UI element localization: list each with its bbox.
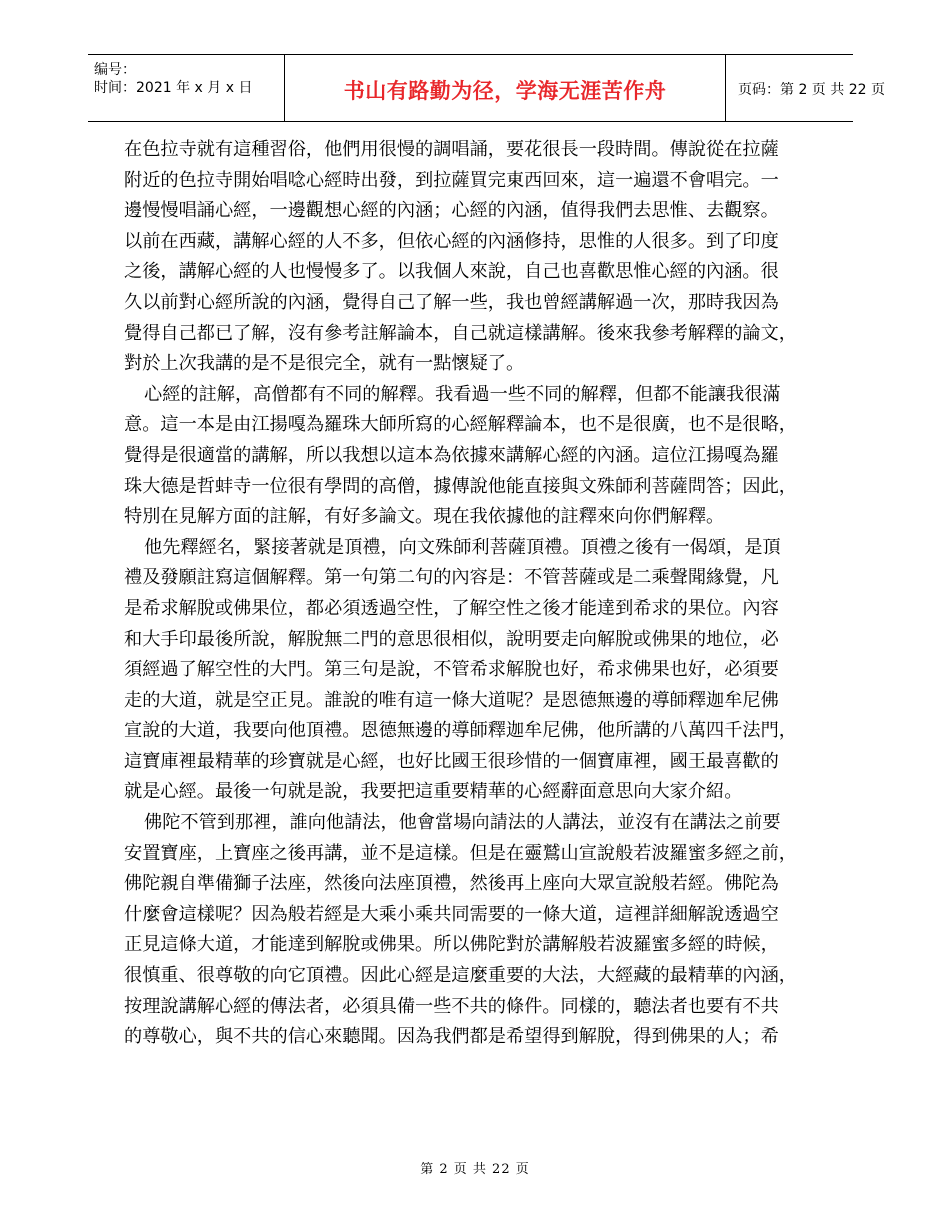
body-line: 這寶庫裡最精華的珍寶就是心經，也好比國王很珍惜的一個寶庫裡，國王最喜歡的 [124, 750, 779, 772]
body-line: 什麼會這樣呢？因為般若經是大乘小乘共同需要的一條大道，這裡詳細解說透過空 [124, 903, 779, 925]
body-line: 安置寶座，上寶座之後再講，並不是這樣。但是在靈鷲山宣說般若波羅蜜多經之前， [124, 842, 797, 864]
paragraph-first-line: 心經的註解，高僧都有不同的解釋。我看過一些不同的解釋，但都不能讓我很滿 [144, 383, 781, 405]
header-motto-cell [284, 55, 726, 121]
header-right-cell [726, 55, 885, 121]
body-line: 邊慢慢唱誦心經，一邊觀想心經的內涵；心經的內涵，值得我們去思惟、去觀察。 [124, 200, 779, 222]
doc-time-label: 时间：2021 年 x 月 x 日 [94, 80, 253, 96]
doc-number-label: 编号： [94, 62, 136, 78]
body-line: 正見這條大道，才能達到解脫或佛果。所以佛陀對於講解般若波羅蜜多經的時候， [124, 934, 779, 956]
page-footer: 第 2 页 共 22 页 [420, 1162, 530, 1177]
body-line: 意。這一本是由江揚嘎為羅珠大師所寫的心經解釋論本，也不是很廣，也不是很略， [124, 414, 797, 436]
body-line: 覺得自己都已了解，沒有參考註解論本，自己就這樣講解。後來我參考解釋的論文， [124, 322, 797, 344]
body-line: 附近的色拉寺開始唱唸心經時出發，到拉薩買完東西回來，這一遍還不會唱完。一 [124, 169, 779, 191]
header-page-info: 页码：第 2 页 共 22 页 [738, 82, 885, 98]
body-line: 之後，講解心經的人也慢慢多了。以我個人來說，自己也喜歡思惟心經的內涵。很 [124, 261, 779, 283]
document-body [124, 135, 831, 1053]
paragraph-first-line: 佛陀不管到那裡，誰向他請法，他會當場向請法的人講法，並沒有在講法之前要 [144, 812, 781, 834]
page-header [88, 54, 885, 122]
body-line: 珠大德是哲蚌寺一位很有學問的高僧，據傳說他能直接與文殊師利菩薩問答；因此， [124, 475, 797, 497]
header-left-cell [88, 55, 284, 121]
header-motto: 书山有路勤为径，学海无涯苦作舟 [343, 79, 667, 103]
body-line: 特別在見解方面的註解，有好多論文。現在我依據他的註釋來向你們解釋。 [124, 506, 725, 528]
body-line: 佛陀親自準備獅子法座，然後向法座頂禮，然後再上座向大眾宣說般若經。佛陀為 [124, 873, 779, 895]
body-line: 須經過了解空性的大門。第三句是說，不管希求解脫也好，希求佛果也好，必須要 [124, 659, 779, 681]
body-line: 覺得是很適當的講解，所以我想以這本為依據來講解心經的內涵。這位江揚嘎為羅 [124, 444, 779, 466]
body-line: 的尊敬心，與不共的信心來聽聞。因為我們都是希望得到解脫，得到佛果的人；希 [124, 1026, 779, 1048]
body-line: 久以前對心經所說的內涵，覺得自己了解一些，我也曾經講解過一次，那時我因為 [124, 291, 779, 313]
paragraph-first-line: 他先釋經名，緊接著就是頂禮，向文殊師利菩薩頂禮。頂禮之後有一偈頌，是頂 [144, 536, 781, 558]
body-line: 宣說的大道，我要向他頂禮。恩德無邊的導師釋迦牟尼佛，他所講的八萬四千法門， [124, 720, 797, 742]
body-line: 在色拉寺就有這種習俗，他們用很慢的調唱誦，要花很長一段時間。傳說從在拉薩 [124, 139, 779, 160]
body-line: 就是心經。最後一句就是說，我要把這重要精華的心經辭面意思向大家介紹。 [124, 781, 743, 803]
body-line: 是希求解脫或佛果位，都必須透過空性，了解空性之後才能達到希求的果位。內容 [124, 597, 779, 619]
body-line: 以前在西藏，講解心經的人不多，但依心經的內涵修持，思惟的人很多。到了印度 [124, 230, 779, 252]
body-line: 走的大道，就是空正見。誰說的唯有這一條大道呢？是恩德無邊的導師釋迦牟尼佛 [124, 689, 779, 711]
body-line: 禮及發願註寫這個解釋。第一句第二句的內容是：不管菩薩或是二乘聲聞緣覺，凡 [124, 567, 779, 589]
body-line: 對於上次我講的是不是很完全，就有一點懷疑了。 [124, 353, 525, 375]
body-line: 很慎重、很尊敬的向它頂禮。因此心經是這麼重要的大法，大經藏的最精華的內涵， [124, 965, 797, 987]
body-line: 按理說講解心經的傳法者，必須具備一些不共的條件。同樣的，聽法者也要有不共 [124, 995, 779, 1017]
body-line: 和大手印最後所說，解脫無二門的意思很相似，說明要走向解脫或佛果的地位，必 [124, 628, 779, 650]
